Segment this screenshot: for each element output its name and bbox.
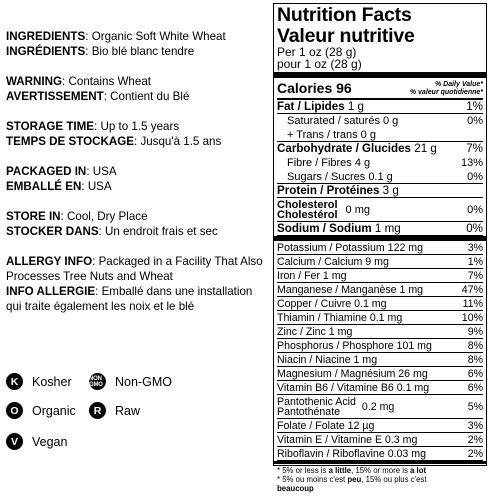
trans-row: + Trans / trans 0 g (277, 128, 483, 142)
nutrient-row: Niacin / Niacine 1 mg 8% (277, 353, 483, 366)
serving-size-en: Per 1 oz (28 g) (277, 45, 357, 59)
nutrient-row: Zinc / Zinc 1 mg 9% (277, 325, 483, 338)
calories-row (277, 78, 483, 100)
badge-vegan: V Vegan (6, 433, 67, 450)
sugars-row: Sugars / Sucres 0.1 g 0% (277, 170, 483, 184)
info-line: EMBALLÉ EN: USA (6, 180, 112, 193)
pantothenic-row: Pantothenic Acid Pantothénate 0.2 mg 5% (277, 395, 483, 418)
saturated-row: Saturated / saturés 0 g 0% (287, 115, 483, 127)
protein-row: Protein / Protéines 3 g (277, 184, 483, 198)
badge-organic: O Organic (6, 402, 76, 419)
nutrition-title-fr: Valeur nutritive (277, 25, 415, 47)
cholesterol-row: Cholesterol Cholestérol 0 mg 0% (277, 198, 483, 221)
product-info (6, 29, 268, 329)
info-line: INGRÉDIENTS: Bio blé blanc tendre (6, 45, 195, 58)
packaged-block (6, 164, 268, 194)
warning-block (6, 74, 268, 104)
nutrition-facts-panel (273, 3, 487, 493)
nutrient-row: Vitamin B6 / Vitamine B6 0.1 mg 6% (277, 381, 483, 394)
daily-value-footnote: * 5% or less is a little, 15% or more is a lot * 5% ou moins c'est peu, 15% ou plus c'est beaucoup (277, 466, 427, 493)
info-line: WARNING: Contains Wheat (6, 75, 151, 88)
nutrient-row: Riboflavin / Riboflavine 0.03 mg 2% (277, 447, 483, 460)
badge-non-gmo: NON GMO Non-GMO (89, 374, 172, 389)
nutrition-title-en: Nutrition Facts (277, 4, 412, 26)
info-line: TEMPS DE STOCKAGE: Jusqu'à 1.5 ans (6, 135, 222, 148)
vegan-icon: V (6, 433, 23, 450)
sodium-row: Sodium / Sodium 1 mg 0% (277, 221, 483, 235)
info-line: PACKAGED IN: USA (6, 165, 117, 178)
badge-raw: R Raw (89, 402, 140, 419)
non-gmo-icon: NON GMO (89, 373, 106, 390)
organic-icon: O (6, 402, 23, 419)
ingredients-block (6, 29, 268, 59)
fat-row: Fat / Lipides 1 g 1% (277, 99, 483, 113)
allergy-block (6, 254, 268, 314)
daily-value-header: % Daily Value* % valeur quotidienne* (409, 81, 483, 96)
nutrient-row: Calcium / Calcium 9 mg 1% (277, 255, 483, 268)
nutrient-row: Magnesium / Magnésium 26 mg 6% (277, 367, 483, 380)
storage-time-block (6, 119, 268, 149)
info-line: INFO ALLERGIE: Emballé dans une installation qui traite également les noix et le blé (6, 285, 253, 313)
nutrient-row: Phosphorus / Phosphore 101 mg 8% (277, 339, 483, 352)
info-line: INGREDIENTS: Organic Soft White Wheat (6, 30, 226, 43)
nutrient-row: Thiamin / Thiamine 0.1 mg 10% (277, 311, 483, 324)
nutrient-row: Manganese / Manganèse 1 mg 47% (277, 283, 483, 296)
calories-value: Calories 96 (277, 80, 352, 96)
info-line: AVERTISSEMENT: Contient du Blé (6, 90, 190, 103)
carbohydrate-row: Carbohydrate / Glucides 21 g 7% (277, 142, 483, 155)
raw-icon: R (89, 402, 106, 419)
info-line: STORAGE TIME: Up to 1.5 years (6, 120, 180, 133)
info-line: ALLERGY INFO: Packaged in a Facility That Also Processes Tree Nuts and Wheat (6, 255, 263, 283)
nutrient-row: Iron / Fer 1 mg 7% (277, 269, 483, 282)
nutrient-row: Potassium / Potassium 122 mg 3% (277, 241, 483, 254)
nutrient-row: Copper / Cuivre 0.1 mg 11% (277, 297, 483, 310)
badge-kosher: K Kosher (6, 373, 72, 390)
kosher-icon: K (6, 373, 23, 390)
serving-size-fr: pour 1 oz (28 g) (277, 57, 362, 71)
info-line: STOCKER DANS: Un endroit frais et sec (6, 225, 218, 238)
info-line: STORE IN: Cool, Dry Place (6, 210, 148, 223)
nutrient-row: Folate / Folate 12 µg 3% (277, 419, 483, 432)
fibre-row: Fibre / Fibres 4 g 13% (287, 157, 483, 169)
store-in-block (6, 209, 268, 239)
nutrient-row: Vitamin E / Vitamine E 0.3 mg 2% (277, 433, 483, 446)
